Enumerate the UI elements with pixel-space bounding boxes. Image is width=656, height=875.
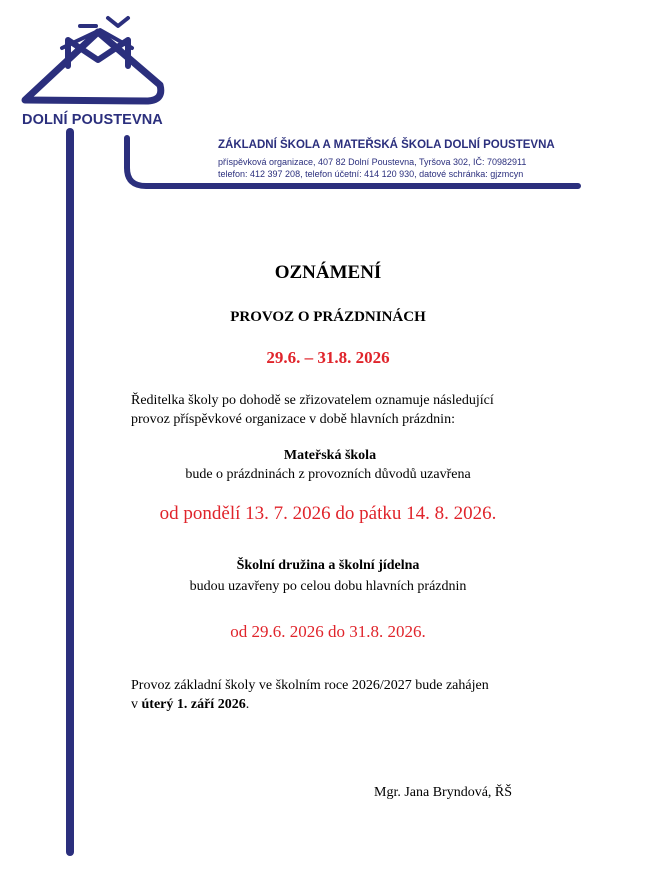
intro-paragraph [131, 391, 494, 429]
house-roof-monogram-icon [25, 18, 161, 101]
intro-line-2: provoz příspěvkové organizace v době hlavních prázdnin: [131, 412, 455, 427]
afterschool-canteen-heading: Školní družina a školní jídelna [236, 558, 420, 573]
closing-paragraph [131, 676, 489, 714]
kindergarten-period: od pondělí 13. 7. 2026 do pátku 14. 8. 2026. [159, 503, 497, 524]
kindergarten-heading: Mateřská škola [283, 448, 377, 463]
kindergarten-body: bude o prázdninách z provozních důvodů uzavřena [185, 467, 471, 482]
closing-prefix: v [131, 697, 142, 712]
closing-line-2 [131, 695, 489, 714]
logo-wordmark: DOLNÍ POUSTEVNA [22, 112, 163, 128]
school-start-date: úterý 1. září 2026 [141, 697, 246, 712]
school-address: příspěvková organizace, 407 82 Dolní Poustevna, Tyršova 302, IČ: 70982911 [218, 157, 527, 167]
intro-line-1: Ředitelka školy po dohodě se zřizovatelem oznamuje následující [131, 393, 494, 408]
notice-subtitle: PROVOZ O PRÁZDNINÁCH [230, 309, 426, 325]
afterschool-canteen-body: budou uzavřeny po celou dobu hlavních prázdnin [189, 579, 467, 594]
notice-title: OZNÁMENÍ [274, 262, 382, 283]
school-contacts: telefon: 412 397 208, telefon účetní: 414 120 930, datové schránka: gjzmcyn [218, 169, 524, 179]
closing-suffix: . [245, 697, 250, 712]
school-name: ZÁKLADNÍ ŠKOLA A MATEŘSKÁ ŠKOLA DOLNÍ POUSTEVNA [218, 139, 555, 151]
notice-dates: 29.6. – 31.8. 2026 [266, 348, 390, 367]
signature: Mgr. Jana Bryndová, ŘŠ [374, 785, 513, 800]
closing-line-1: Provoz základní školy ve školním roce 2026/2027 bude zahájen [131, 678, 489, 693]
afterschool-canteen-period: od 29.6. 2026 do 31.8. 2026. [230, 622, 426, 641]
